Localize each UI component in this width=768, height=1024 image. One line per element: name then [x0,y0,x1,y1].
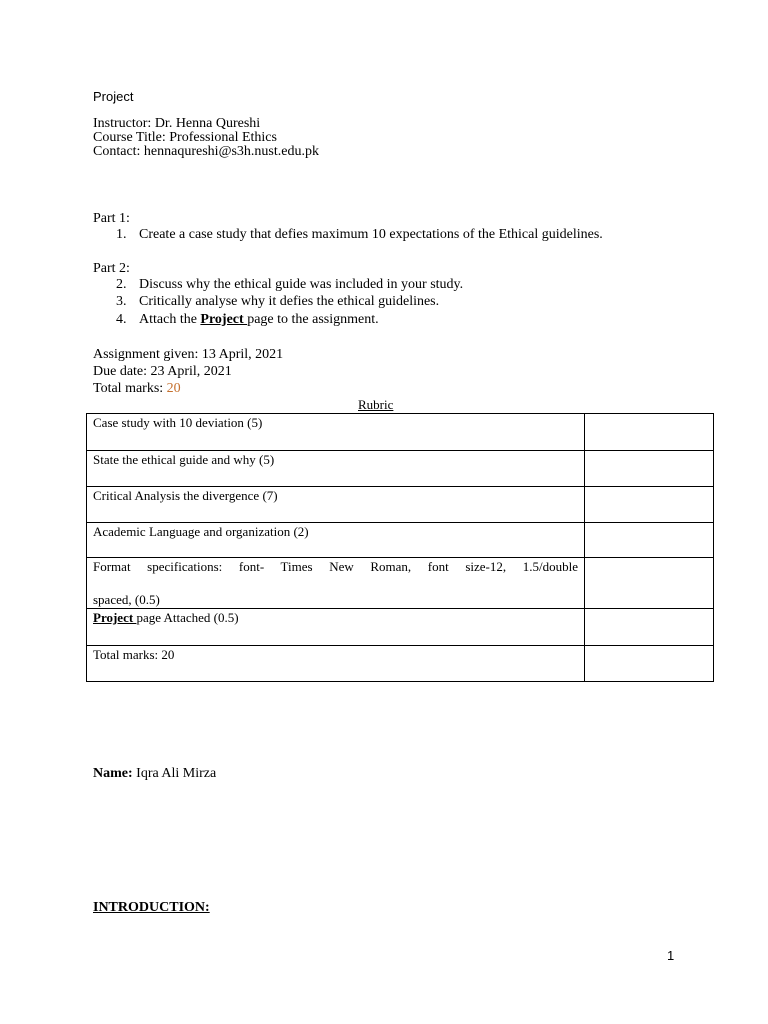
rubric-criterion [87,609,585,646]
rubric-score-cell [585,558,714,609]
rubric-criterion [87,558,585,609]
project-keyword: Project [93,610,137,625]
total-marks-value: 20 [166,381,181,396]
part2-heading: Part 2: [93,261,130,276]
total-marks-label: Total marks: [93,381,167,396]
table-row [87,646,714,682]
document-title: Project [93,89,134,104]
part1-heading: Part 1: [93,211,130,226]
rubric-title: Rubric [358,397,394,412]
rubric-score-cell [585,609,714,646]
list-number: 1. [116,227,127,242]
list-number: 2. [116,277,127,292]
rubric-criterion: Case study with 10 deviation (5) [87,414,585,451]
table-row [87,487,714,523]
table-row [87,609,714,646]
rubric-score-cell [585,523,714,558]
rubric-criterion-line: spaced, (0.5) [93,592,160,607]
rubric-criterion-text: page Attached (0.5) [136,610,239,625]
rubric-criterion: Academic Language and organization (2) [87,523,585,558]
course-title-line: Course Title: Professional Ethics [93,130,277,145]
list-item [139,312,379,328]
rubric-score-cell [585,646,714,682]
name-value: Iqra Ali Mirza [132,766,217,781]
total-marks [93,381,181,397]
list-number: 4. [116,312,127,327]
rubric-score-cell [585,414,714,451]
rubric-criterion: Total marks: 20 [87,646,585,682]
contact-line: Contact: hennaqureshi@s3h.nust.edu.pk [93,144,319,159]
list-item-text: page to the assignment. [247,312,379,327]
table-row [87,451,714,487]
list-item: Create a case study that defies maximum 10 expectations of the Ethical guidelines. [139,227,603,242]
table-row [87,523,714,558]
name-label: Name: [93,766,133,781]
table-row [87,558,714,609]
rubric-criterion-line: Format specifications: font- Times New Roman, font size-12, 1.5/double [93,559,578,574]
table-row [87,414,714,451]
rubric-criterion: Critical Analysis the divergence (7) [87,487,585,523]
list-item-text: Attach the [139,312,201,327]
rubric-score-cell [585,487,714,523]
page-number: 1 [667,948,675,963]
rubric-table [86,413,714,682]
instructor-line: Instructor: Dr. Henna Qureshi [93,116,261,131]
due-date: Due date: 23 April, 2021 [93,364,232,379]
list-item: Critically analyse why it defies the ethical guidelines. [139,294,440,309]
list-number: 3. [116,294,127,309]
student-name [93,766,216,782]
assignment-given: Assignment given: 13 April, 2021 [93,347,284,362]
rubric-score-cell [585,451,714,487]
rubric-criterion: State the ethical guide and why (5) [87,451,585,487]
project-keyword: Project [200,312,248,327]
section-heading: INTRODUCTION: [93,900,210,915]
list-item: Discuss why the ethical guide was included in your study. [139,277,464,292]
